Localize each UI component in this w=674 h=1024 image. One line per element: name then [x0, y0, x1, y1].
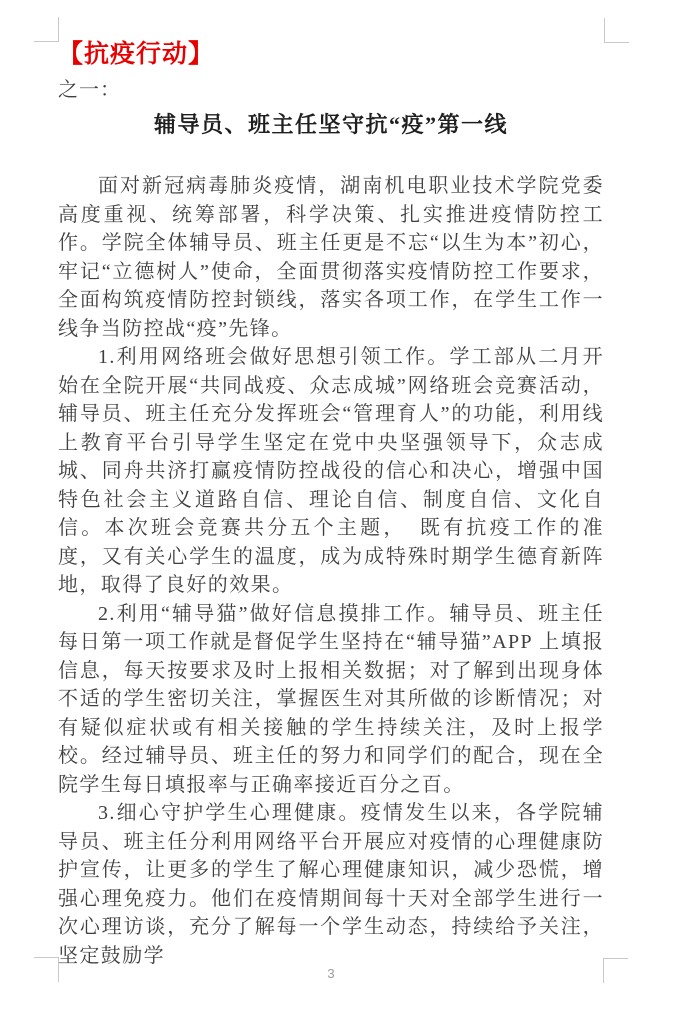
paragraph: 2.利用“辅导猫”做好信息摸排工作。辅导员、班主任每日第一项工作就是督促学生坚持在“辅导猫”APP 上填报信息，每天按要求及时上报相关数据；对了解到出现身体不适的学生密切关注，掌握医生对其所做的诊断情况；对有疑似症状或有相关接触的学生持续关注，及时上报学校。经过辅导员、班主任的努力和同学们的配合，现在全院学生每日填报率与正确率接近百分之百。 — [58, 602, 604, 796]
crop-mark-top-right — [604, 18, 629, 43]
paragraph: 3.细心守护学生心理健康。疫情发生以来，各学院辅导员、班主任分利用网络平台开展应对疫情的心理健康防护宣传，让更多的学生了解心理健康知识，减少恐慌，增强心理免疫力。他们在疫情期间每十天对全部学生进行一次心理访谈，充分了解每一个学生动态，持续给予关注，坚定鼓励学 — [58, 802, 604, 967]
paragraph: 1.利用网络班会做好思想引领工作。学工部从二月开始在全院开展“共同战疫、众志成城”网络班会竞赛活动，辅导员、班主任充分发挥班会“管理育人”的功能，利用线上教育平台引导学生坚定在党中央坚强领导下，众志成城、同舟共济打赢疫情防控战役的信心和决心，增强中国特色社会主义道路自信、理论自信、制度自信、文化自信。本次班会竞赛共分五个主题， 既有抗疫工作的准度，又有关心学生的温度，成为成特殊时期学生德育新阵地，取得了良好的效果。 — [58, 346, 604, 596]
page-title: 辅导员、班主任坚守抗“疫”第一线 — [153, 112, 508, 137]
page-content — [58, 40, 604, 970]
crop-mark-bottom-right — [603, 958, 628, 983]
body-text — [58, 172, 604, 970]
section-header: 【抗疫行动】 — [58, 41, 215, 68]
series-label: 之一： — [58, 79, 121, 101]
paragraph: 面对新冠病毒肺炎疫情，湖南机电职业技术学院党委高度重视、统筹部署，科学决策、扎实推进疫情防控工作。学院全体辅导员、班主任更是不忘“以生为本”初心，牢记“立德树人”使命，全面贯彻落实疫情防控工作要求，全面构筑疫情防控封锁线，落实各项工作，在学生工作一线争当防控战“疫”先锋。 — [58, 175, 604, 340]
crop-mark-bottom-left — [34, 957, 59, 982]
crop-mark-top-left — [34, 17, 59, 42]
page-number: 3 — [327, 966, 335, 981]
